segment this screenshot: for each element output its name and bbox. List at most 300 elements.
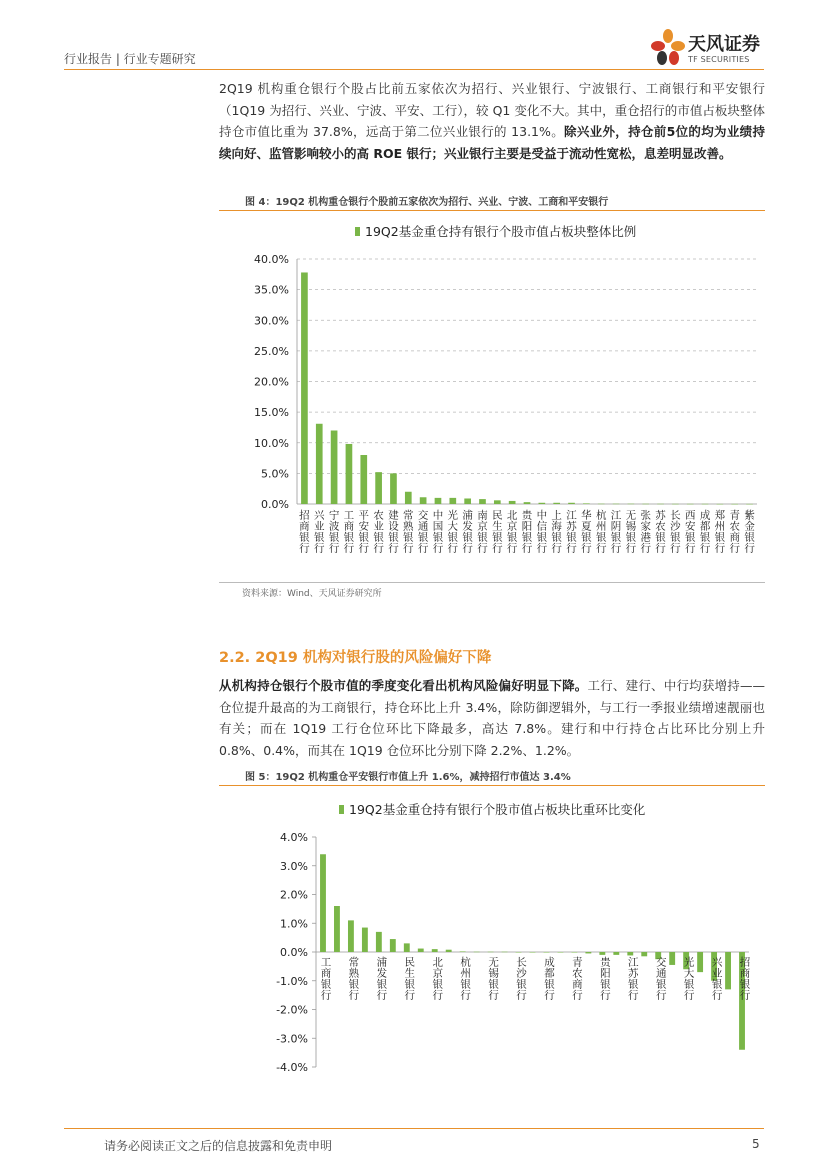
x-tick-label [448,509,459,555]
bar [628,504,635,505]
x-tick-label [581,509,592,555]
x-tick-label-char: 银 [684,531,696,544]
x-tick-label [462,509,473,555]
x-tick-label-char: 海 [551,520,562,533]
bar [405,492,412,504]
x-tick-label-char: 银 [477,531,488,544]
x-tick-label-char: 商 [320,967,332,980]
x-tick-label-char: 生 [404,967,416,980]
x-tick-label-char: 行 [572,989,583,1002]
x-tick-label-char: 行 [566,542,577,555]
paragraph-1 [219,78,765,164]
x-tick-label-char: 家 [640,520,651,533]
x-tick-label [740,956,751,1002]
bar [627,952,633,955]
x-tick-label-char: 银 [388,531,399,544]
y-tick-label: 4.0% [280,831,308,844]
x-tick-label-char: 银 [460,978,471,991]
x-tick-label-char: 工 [320,956,332,969]
x-tick-label-char: 北 [432,956,443,969]
bar [669,952,675,965]
bar [460,951,466,952]
x-tick-label-char: 江 [610,509,622,522]
bar [524,502,531,504]
bar [509,501,516,504]
x-tick-label-char: 北 [506,509,518,522]
x-tick-label-char: 银 [506,531,518,544]
x-tick-label-char: 华 [581,509,592,522]
x-tick-label-char: 行 [516,989,527,1002]
x-tick-label [349,956,360,1002]
x-tick-label-char: 南 [477,509,488,522]
x-tick-label-char: 农 [655,520,666,533]
x-tick-label-char: 行 [640,542,651,555]
x-tick-label [626,510,637,555]
x-tick-label-char: 西 [684,509,696,522]
y-tick-label: 3.0% [280,859,308,873]
x-tick-label-char: 行 [404,989,416,1002]
x-tick-label-char: 长 [670,509,681,522]
x-tick-label-char: 银 [314,531,325,544]
bar [613,504,620,505]
x-tick-label-char: 行 [447,542,459,555]
bar [362,928,368,952]
legend-swatch [339,805,344,814]
bar [464,498,471,504]
x-tick-label-char: 行 [729,542,740,555]
x-tick-label-char: 安 [684,520,696,533]
bar [390,473,397,504]
x-tick-label [596,509,607,555]
x-tick-label [628,957,639,1002]
x-tick-label-char: 银 [625,531,637,544]
chart-qoq-change [219,787,765,1079]
bar [479,499,486,504]
x-tick-label-char: 行 [683,989,695,1002]
x-tick-label [377,956,388,1002]
x-tick-label-char: 银 [699,531,711,544]
x-tick-label-char: 农 [729,520,740,533]
bar [418,949,424,952]
x-tick-label-char: 京 [432,967,443,980]
x-tick-label-char: 业 [373,520,384,533]
x-tick-label [611,510,622,555]
x-tick-label [729,509,740,555]
header-divider [64,69,764,70]
x-tick-label-char: 光 [447,509,459,522]
bar [558,952,564,953]
x-tick-label-char: 行 [506,542,518,555]
x-tick-label-char: 银 [595,531,607,544]
paragraph-2 [219,675,765,761]
x-tick-label [600,956,612,1002]
x-tick-label-char: 阴 [610,520,622,533]
x-tick-label [572,956,583,1002]
x-tick-label-char: 大 [683,967,695,980]
y-tick-label: 15.0% [254,406,289,420]
x-tick-label-char: 锡 [625,520,637,533]
x-tick-label-char: 银 [655,531,666,544]
x-tick-label-char: 商 [572,978,583,991]
x-tick-label-char: 安 [358,520,370,533]
x-tick-label-char: 行 [328,542,340,555]
x-tick-label-char: 江 [566,509,577,522]
bar [435,498,442,504]
x-tick-label-char: 银 [328,531,340,544]
x-tick-label-char: 行 [299,542,310,555]
x-tick-label-char: 行 [432,542,444,555]
x-tick-label-char: 招 [739,956,751,969]
x-tick-label-char: 银 [348,978,360,991]
bar [446,950,452,952]
x-tick-label-char: 银 [714,531,726,544]
x-tick-label-char: 银 [744,531,755,544]
x-tick-label-char: 行 [600,989,611,1002]
x-tick-label-char: 贵 [521,509,533,522]
bar [348,920,354,952]
x-tick-label-char: 沙 [516,967,527,980]
x-tick-label-char: 京 [506,520,518,533]
x-tick-label-char: 长 [516,956,527,969]
y-tick-label: 35.0% [254,283,289,297]
bar [583,503,590,504]
x-tick-label-char: 行 [744,542,755,555]
x-tick-label-char: 行 [544,989,555,1002]
bar [360,455,367,504]
x-tick-label-char: 无 [625,509,637,522]
x-tick-label-char: 银 [683,978,695,991]
bar [687,504,694,505]
x-tick-label-char: 银 [358,531,370,544]
footer-disclaimer: 请务必阅读正文之后的信息披露和免责申明 [104,1139,333,1153]
x-tick-label-char: 商 [729,531,740,544]
x-tick-label-char: 业 [711,967,723,980]
x-tick-label-char: 行 [432,989,443,1002]
y-tick-label: 0.0% [261,498,289,511]
bar [641,952,647,956]
x-tick-label [655,509,666,555]
x-tick-label [344,510,355,555]
x-tick-label-char: 阳 [600,967,611,980]
x-tick-label-char: 银 [376,978,388,991]
x-tick-label-char: 银 [670,531,681,544]
x-tick-label [460,956,471,1002]
x-tick-label-char: 张 [640,509,651,522]
x-tick-label-char: 银 [581,531,592,544]
x-tick-label-char: 都 [544,967,555,980]
x-tick-label-char: 光 [683,956,695,969]
x-tick-label [433,509,444,555]
bar [494,500,501,504]
x-tick-label-char: 中 [432,509,444,522]
bar [474,952,480,953]
bar [746,504,753,505]
x-tick-label-char: 熟 [348,967,360,980]
paragraph-2-normal: 工行、建行、中行均获增持——仓位提升最高的为工商银行，持仓环比上升 3.4%，除防御逻辑外，与工行一季报业绩增速靓丽也有关；而在 1Q19 工行仓位环比下降最多，高达 7.8%。建行和中行持仓占比环比分别上升 0.8%、0.4%，而其在 1Q19 仓位环比分别下降 2.2%、1.2%。 [219,678,765,758]
x-tick-label-char: 银 [739,978,751,991]
bar [539,503,546,504]
x-tick-label-char: 行 [536,542,548,555]
y-tick-label: 1.0% [280,917,308,931]
x-tick-label-char: 银 [544,978,555,991]
logo-chinese-name: 天风证券 [688,34,760,55]
x-tick-label-char: 行 [684,542,696,555]
bar [672,504,679,505]
x-tick-label-char: 行 [595,542,607,555]
x-tick-label-char: 行 [581,542,592,555]
x-tick-label-char: 波 [328,520,340,533]
x-tick-label-char: 浦 [462,509,473,522]
bar [530,952,536,953]
x-tick-label-char: 银 [343,531,355,544]
bar [516,952,522,953]
x-tick-label-char: 招 [299,509,310,522]
x-tick-label [492,510,503,555]
x-tick-label-char: 行 [699,542,711,555]
y-tick-label: -1.0% [276,974,308,988]
bar [697,952,703,972]
x-tick-label-char: 行 [376,989,388,1002]
bar [717,504,724,505]
x-tick-label-char: 行 [314,542,325,555]
x-tick-label [700,509,711,555]
bar [599,952,605,955]
x-tick-label-char: 农 [572,967,583,980]
x-tick-label-char: 行 [711,989,723,1002]
bar [316,424,323,504]
y-tick-label: -2.0% [276,1003,308,1017]
x-tick-label-char: 银 [417,531,429,544]
x-tick-label-char: 行 [670,542,681,555]
x-tick-label-char: 银 [320,978,332,991]
x-tick-label-char: 生 [492,520,503,533]
x-tick-label-char: 都 [699,520,711,533]
x-tick-label [418,509,429,555]
x-tick-label [544,956,555,1002]
x-tick-label-char: 锡 [488,967,499,980]
x-tick-label-char: 农 [373,509,384,522]
figure-4-bottom-rule [219,582,765,583]
x-tick-label-char: 金 [744,520,755,533]
legend-swatch [355,227,360,236]
x-tick-label-char: 银 [628,978,639,991]
x-tick-label [744,509,755,555]
x-tick-label-char: 兴 [711,956,723,969]
bar [390,939,396,952]
x-tick-label-char: 民 [404,956,416,969]
logo-flower-icon [650,28,686,68]
x-tick-label-char: 杭 [595,509,607,522]
x-tick-label-char: 银 [655,978,667,991]
legend-label: 19Q2基金重仓持有银行个股市值占板块比重环比变化 [349,802,646,817]
bar [725,952,731,989]
bar [502,952,508,953]
bar [488,952,494,953]
logo-english-name: TF SECURITIES [688,55,750,64]
x-tick-label-char: 通 [417,520,429,533]
x-tick-label-char: 商 [739,967,751,980]
x-tick-label-char: 业 [314,520,325,533]
x-tick-label-char: 银 [488,978,499,991]
bar [613,952,619,955]
bar [642,504,649,505]
x-tick-label-char: 州 [460,967,471,980]
bar [346,444,353,504]
x-tick-label-char: 发 [462,520,473,533]
x-tick-label [477,509,488,555]
x-tick-label-char: 银 [711,978,723,991]
x-tick-label-char: 行 [373,542,384,555]
x-tick-label-char: 行 [348,989,360,1002]
x-tick-label-char: 建 [388,509,399,522]
x-tick-label-char: 大 [447,520,459,533]
x-tick-label-char: 行 [488,989,499,1002]
paragraph-1-bold: 除兴业外，持仓前5位的均为业绩持续向好、监管影响较小的高 ROE 银行；兴业银行主要是受益于流动性宽松，息差明显改善。 [219,124,765,161]
x-tick-label [551,509,562,555]
bar [301,272,308,504]
x-tick-label-char: 行 [460,989,471,1002]
x-tick-label-char: 常 [403,509,414,522]
x-tick-label-char: 行 [403,542,414,555]
page-number: 5 [752,1137,760,1151]
y-tick-label: 10.0% [254,436,289,450]
bar [375,472,382,504]
x-tick-label-char: 银 [462,531,473,544]
x-tick-label-char: 宁 [328,509,340,522]
bar [331,431,338,505]
x-tick-label-char: 银 [610,531,622,544]
y-tick-label: 20.0% [254,375,289,389]
x-tick-label [522,509,534,555]
x-tick-label [488,957,499,1002]
x-tick-label-char: 青 [729,509,740,522]
y-tick-label: -4.0% [276,1061,308,1074]
bar [420,497,427,504]
x-tick-label-char: 行 [655,542,666,555]
x-tick-label-char: 商 [343,520,355,533]
x-tick-label [432,957,443,1002]
x-tick-label-char: 通 [655,967,667,980]
bar [731,504,738,505]
figure-4-top-rule [219,210,765,211]
x-tick-label-char: 信 [536,520,548,533]
bar [702,504,709,505]
x-tick-label [685,510,696,555]
x-tick-label-char: 行 [655,989,667,1002]
x-tick-label-char: 常 [348,956,360,969]
x-tick-label-char: 银 [492,531,503,544]
x-tick-label-char: 行 [492,542,503,555]
x-tick-label-char: 行 [625,542,637,555]
x-tick-label-char: 熟 [403,520,414,533]
x-tick-label [715,509,726,555]
x-tick-label-char: 商 [299,520,310,533]
x-tick-label-char: 行 [521,542,533,555]
x-tick-label-char: 中 [536,509,548,522]
x-tick-label [405,957,416,1002]
chart-holding-share [219,212,765,582]
bar [376,932,382,952]
y-tick-label: 30.0% [254,314,289,328]
x-tick-label-char: 杭 [460,956,471,969]
x-tick-label-char: 行 [551,542,562,555]
x-tick-label-char: 银 [521,531,533,544]
x-tick-label-char: 沙 [670,520,681,533]
x-tick-label-char: 工 [343,509,355,522]
bar [449,498,456,504]
x-tick-label-char: 行 [477,542,488,555]
x-tick-label [684,956,695,1002]
x-tick-label-char: 国 [432,520,444,533]
x-tick-label-char: 成 [699,509,711,522]
bar [404,943,410,952]
x-tick-label [359,510,370,555]
x-tick-label-char: 江 [628,956,639,969]
x-tick-label-char: 行 [714,542,726,555]
legend-label: 19Q2基金重仓持有银行个股市值占板块整体比例 [365,224,637,239]
company-logo [650,28,770,72]
x-tick-label-char: 行 [610,542,622,555]
x-tick-label [299,509,310,555]
x-tick-label-char: 浦 [376,956,388,969]
y-tick-label: -3.0% [276,1032,308,1046]
x-tick-label-char: 行 [388,542,399,555]
x-tick-label-char: 银 [600,978,611,991]
x-tick-label [712,957,723,1002]
x-tick-label-char: 行 [628,989,639,1002]
x-tick-label-char: 民 [492,509,503,522]
paragraph-2-bold: 从机构持仓银行个股市值的季度变化看出机构风险偏好明显下降。 [219,678,588,693]
x-tick-label-char: 银 [551,531,562,544]
y-tick-label: 0.0% [280,946,308,959]
x-tick-label-char: 贵 [600,956,611,969]
x-tick-label-char: 行 [343,542,355,555]
x-tick-label-char: 阳 [521,520,533,533]
x-tick-label-char: 州 [595,520,607,533]
x-tick-label [670,510,681,555]
x-tick-label [321,957,332,1002]
y-tick-label: 25.0% [254,344,289,358]
x-tick-label-char: 银 [404,978,416,991]
x-tick-label [314,510,325,555]
section-title: 2.2. 2Q19 机构对银行股的风险偏好下降 [219,650,492,666]
x-tick-label [656,956,667,1002]
y-tick-label: 5.0% [261,467,289,481]
bar [657,504,664,505]
x-tick-label-char: 银 [516,978,527,991]
x-tick-label-char: 苏 [655,509,666,522]
bar [320,854,326,952]
x-tick-label-char: 京 [477,520,488,533]
x-tick-label-char: 设 [388,520,399,533]
x-tick-label [507,510,518,555]
paragraph-1-normal: 2Q19 机构重仓银行个股占比前五家依次为招行、兴业银行、宁波银行、工商银行和平安银行（1Q19 为招行、兴业、宁波、平安、工行），较 Q1 变化不大。其中，重仓招行的市值占板块整体持仓市值比重为 37.8%，远高于第二位兴业银行的 13.1%。 [219,81,765,139]
y-tick-label: 2.0% [280,888,308,902]
x-tick-label [640,510,651,555]
x-tick-label [403,509,414,555]
x-tick-label [373,509,384,555]
figure-4-source: 资料来源：Wind、天风证券研究所 [242,589,382,599]
bar [432,949,438,952]
x-tick-label-char: 银 [432,978,443,991]
x-tick-label [329,509,340,555]
bar [334,906,340,952]
x-tick-label [516,957,527,1002]
bar [585,952,591,953]
x-tick-label [537,509,548,555]
bar [598,504,605,505]
x-tick-label [566,510,577,555]
